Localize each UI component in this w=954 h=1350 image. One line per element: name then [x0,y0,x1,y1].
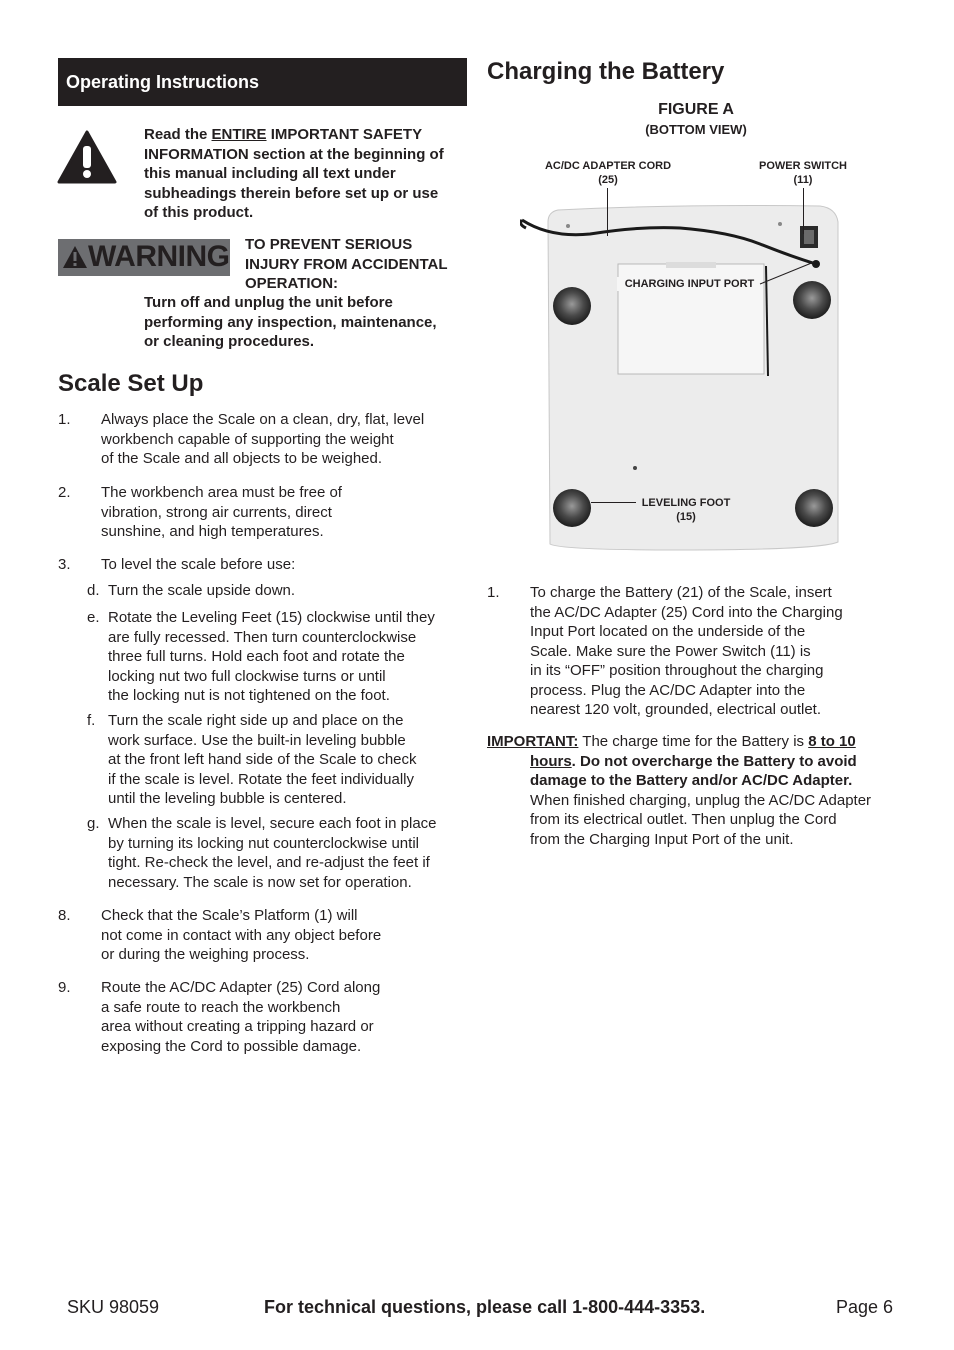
leveling-foot-label: LEVELING FOOT (15) [641,497,731,523]
sub-item: Turn the scale right side up and place on the work surface. Use the built-in leveling bubble at the front left hand side of the Scale to check if the scale is level. Rotate the feet individually until the leveling bubble is centered. [108,712,417,807]
list-item-number: 1. [58,411,71,428]
power-switch-label: POWER SWITCH (11) [759,160,847,186]
section-header-bar [58,58,467,106]
section-title: Operating Instructions [66,72,260,92]
important-note: IMPORTANT: The charge time for the Battery is 8 to 10 hours. Do not overcharge the Battery to avoid damage to the Battery and/or AC/DC Adapter. When finished charging, unplug the AC/DC Adapter from its electrical outlet. Then unplug the Cord from the Charging Input Port of the unit. [487,733,872,848]
safety-notice: Read the ENTIRE IMPORTANT SAFETY INFORMATION section at the beginning of this manual including all text under subheadings therein before set up or use of this product. [144,126,444,221]
sub-item-letter: e. [87,609,100,626]
list-item-number: 1. [487,584,500,601]
list-item: Route the AC/DC Adapter (25) Cord along a safe route to reach the workbench area without creating a tripping hazard or exposing the Cord to possible damage. [101,979,381,1055]
sub-item-letter: g. [87,815,100,832]
sub-item: When the scale is level, secure each foot in place by turning its locking nut counterclockwise until tight. Re-check the level, and re-adjust the feet if necessary. The scale is now set for operation. [108,815,437,891]
list-item: Always place the Scale on a clean, dry, flat, level workbench capable of supporting the weight of the Scale and all objects to be weighed. [101,411,425,467]
power-switch-leader [803,188,804,234]
important-label: IMPORTANT: [487,733,579,750]
tech-support-text: For technical questions, please call 1-800-444-3353. [264,1297,706,1317]
charging-port-label: CHARGING INPUT PORT [617,277,762,291]
charging-heading: Charging the Battery [487,58,725,85]
list-item: Check that the Scale’s Platform (1) will not come in contact with any object before or during the weighing process. [101,907,382,963]
page-number: Page 6 [836,1297,894,1317]
scale-setup-heading: Scale Set Up [58,370,204,397]
warning-label: WARNING [58,239,230,276]
list-item: To charge the Battery (21) of the Scale, insert the AC/DC Adapter (25) Cord into the Charging Input Port located on the underside of the Scale. Make sure the Power Switch (11) is in its “OFF” position throughout the charging process. Plug the AC/DC Adapter into the nearest 120 volt, grounded, electrical outlet. [530,584,843,718]
sub-item-letter: d. [87,582,100,599]
leveling-foot-leader [591,502,636,503]
list-item-number: 2. [58,484,71,501]
sub-item: Turn the scale upside down. [108,582,296,599]
figure-subtitle: (BOTTOM VIEW) [645,122,747,137]
warning-triangle-icon [62,245,88,269]
warning-body: Turn off and unplug the unit before performing any inspection, maintenance, or cleaning procedures. [144,294,437,350]
warning-heading: TO PREVENT SERIOUS INJURY FROM ACCIDENTAL OPERATION: [245,236,448,292]
adapter-cord-leader [607,188,608,236]
sub-item-letter: f. [87,712,96,729]
list-item-number: 8. [58,907,71,924]
sku-text: SKU 98059 [67,1297,160,1317]
safety-alert-icon [57,130,117,184]
adapter-cord-label: AC/DC ADAPTER CORD (25) [544,160,672,186]
charging-port-leader [758,258,818,288]
sub-item: Rotate the Leveling Feet (15) clockwise until they are fully recessed. Then turn counterclockwise three full turns. Hold each foot and rotate the locking nut two full clockwise turns or until the locking nut is not tightened on the foot. [108,609,435,704]
list-item-number: 9. [58,979,71,996]
list-item: To level the scale before use: [101,556,296,573]
list-item: The workbench area must be free of vibration, strong air currents, direct sunshine, and high temperatures. [101,484,342,540]
figure-title: FIGURE A [658,101,734,118]
list-item-number: 3. [58,556,71,573]
